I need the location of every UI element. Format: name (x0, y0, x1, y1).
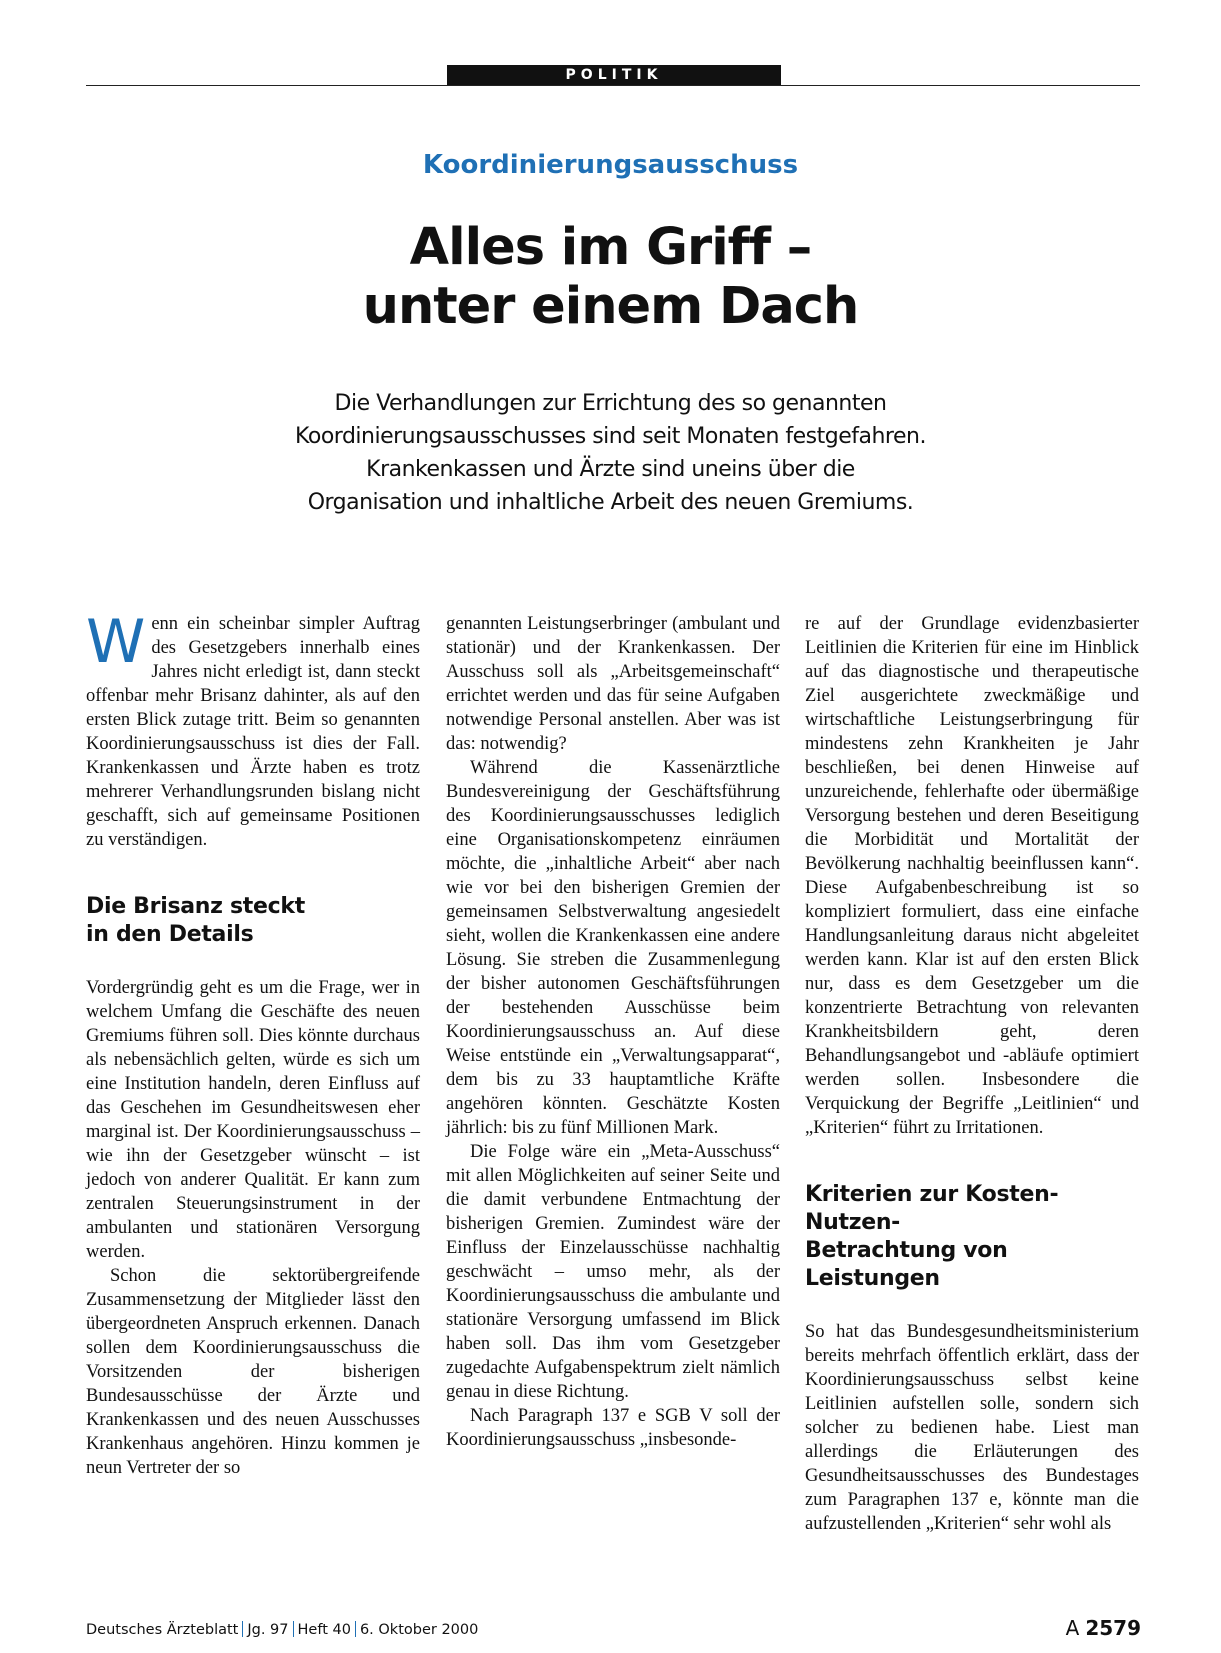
paragraph: So hat das Bundesgesundheitsministerium bereits mehrfach öffentlich erklärt, dass der Koordinierungsausschuss selbst keine Leitlinien aufstellen solle, sondern sich solcher zu bedienen habe. Liest man allerdings die Erläuterungen des Gesundheitsausschusses des Bundestages zum Paragraphen 137 e, könnte man die aufzustellenden „Kriterien“ sehr wohl als (805, 1322, 1139, 1534)
section-rubric: POLITIK (447, 65, 781, 85)
headline-line-2: unter einem Dach (362, 277, 859, 336)
lead-line-1: Die Verhandlungen zur Errichtung des so genannten (334, 391, 887, 416)
paragraph: Vordergründig geht es um die Frage, wer in welchem Umfang die Geschäfte des neuen Gremiums führen soll. Dies könnte durchaus als nebensächlich gelten, würde es sich um eine Institution handeln, deren Einfluss auf das Geschehen im Gesundheitswesen eher marginal ist. Der Koordinierungsausschuss – wie ihn der Gesetzgeber wünscht – ist jedoch von anderer Qualität. Er kann zum zentralen Steuerungsinstrument in der ambulanten und stationären Versorgung werden. (86, 978, 420, 1262)
page-prefix: A (1065, 1616, 1080, 1640)
journal-volume: Jg. 97 (247, 1622, 289, 1638)
paragraph: Nach Paragraph 137 e SGB V soll der Koordinierungsausschuss „insbesonde- (446, 1406, 780, 1450)
paragraph-intro-text: enn ein scheinbar simpler Auftrag des Gesetzgebers innerhalb eines Jahres nicht erledigt ist, dann steckt offenbar mehr Brisanz dahinter, als auf den ersten Blick zutage tritt. Beim so genannten Koordinierungsausschuss ist dies der Fall. Krankenkassen und Ärzte haben es trotz mehrerer Verhandlungsrunden bislang nicht geschafft, sich auf gemeinsame Positionen zu verständigen. (86, 614, 420, 850)
subheading-kriterien (805, 1181, 1139, 1293)
subheading-brisanz (86, 893, 420, 949)
paragraph: Schon die sektorübergreifende Zusammensetzung der Mitglieder lässt den übergeordneten Anspruch erkennen. Danach sollen dem Koordinierungsausschuss die Vorsitzenden der bisherigen Bundesausschüsse der Ärzte und Krankenkassen und des neuen Ausschusses Krankenhaus angehören. Hinzu kommen je neun Vertreter der so (86, 1266, 420, 1478)
page-number (1066, 1616, 1141, 1640)
publication-date: 6. Oktober 2000 (359, 1622, 479, 1638)
lead-line-3: Krankenkassen und Ärzte sind uneins über die (366, 457, 855, 482)
paragraph: genannten Leistungserbringer (ambulant und stationär) und der Krankenkassen. Der Ausschuss soll als „Arbeitsgemeinschaft“ errichtet werden und das für seine Aufgaben notwendige Personal anstellen. Aber was ist das: notwendig? (446, 614, 780, 754)
footer-separator (293, 1621, 294, 1637)
article-kicker: Koordinierungsausschuss (422, 150, 799, 180)
drop-cap: W (86, 607, 146, 677)
paragraph: re auf der Grundlage evidenzbasierter Leitlinien die Kriterien für eine im Hinblick auf das diagnostische und therapeutische Ziel ausgerichtete zweckmäßige und wirtschaftliche Leistungserbringung für mindestens zehn Krankheiten je Jahr beschließen, bei denen Hinweise auf unzureichende, fehlerhafte oder übermäßige Versorgung bestehen und deren Beseitigung die Morbidität und Mortalität der Bevölkerung nachhaltig beeinflussen kann“. Diese Aufgabenbeschreibung ist so kompliziert formuliert, dass eine einfache Handlungsanleitung daraus nicht abgeleitet werden kann. Klar ist auf den ersten Blick nur, dass es dem Gesetzgeber um die konzentrierte Betrachtung von relevanten Krankheitsbildern geht, deren Behandlungsangebot und -abläufe optimiert werden sollen. Insbesondere die Verquickung der Begriffe „Leitlinien“ und „Kriterien“ führt zu Irritationen. (805, 614, 1139, 1138)
footer-separator (242, 1621, 243, 1637)
subheading-line-2: Betrachtung von Leistungen (805, 1238, 1008, 1291)
footer-separator (355, 1621, 356, 1637)
page-footer (86, 1621, 478, 1638)
paragraph-intro (86, 607, 420, 852)
paragraph: Während die Kassenärztliche Bundesvereinigung der Geschäftsführung des Koordinierungsausschusses lediglich eine Organisationskompetenz einräumen möchte, die „inhaltliche Arbeit“ aber nach wie vor bei den bisherigen Gremien der gemeinsamen Selbstverwaltung angesiedelt sieht, wollen die Krankenkassen eine andere Lösung. Sie streben die Zusammenlegung der bisher autonomen Geschäftsführungen der bestehenden Ausschüsse beim Koordinierungsausschuss an. Auf diese Weise entstünde ein „Verwaltungsapparat“, dem bis zu 33 hauptamtliche Kräfte angehören könnten. Geschätzte Kosten jährlich: bis zu fünf Millionen Mark. (446, 758, 780, 1138)
lead-line-4: Organisation und inhaltliche Arbeit des neuen Gremiums. (307, 490, 914, 515)
subheading-line-2: in den Details (86, 922, 254, 947)
subheading-line-1: Die Brisanz steckt (86, 894, 305, 919)
text-column-3 (805, 612, 1139, 1536)
header-rule (86, 85, 1140, 86)
subheading-line-1: Kriterien zur Kosten-Nutzen- (805, 1182, 1059, 1235)
article-headline (0, 218, 1221, 336)
text-column-2 (446, 612, 780, 1452)
text-column-1 (86, 607, 420, 1480)
lead-line-2: Koordinierungsausschusses sind seit Monaten festgefahren. (295, 424, 926, 449)
journal-issue: Heft 40 (297, 1622, 351, 1638)
headline-line-1: Alles im Griff – (409, 218, 812, 277)
journal-name: Deutsches Ärzteblatt (86, 1622, 239, 1638)
article-lead (200, 387, 1021, 519)
paragraph: Die Folge wäre ein „Meta-Ausschuss“ mit allen Möglichkeiten auf seiner Seite und die damit verbundene Entmachtung der bisherigen Gremien. Zumindest wäre der Einfluss der Einzelausschüsse nachhaltig geschwächt – umso mehr, als der Koordinierungsausschuss die ambulante und stationäre Versorgung umfassend im Blick haben soll. Das ihm vom Gesetzgeber zugedachte Aufgabenspektrum zielt nämlich genau in diese Richtung. (446, 1142, 780, 1402)
page-number-value: 2579 (1085, 1616, 1141, 1640)
